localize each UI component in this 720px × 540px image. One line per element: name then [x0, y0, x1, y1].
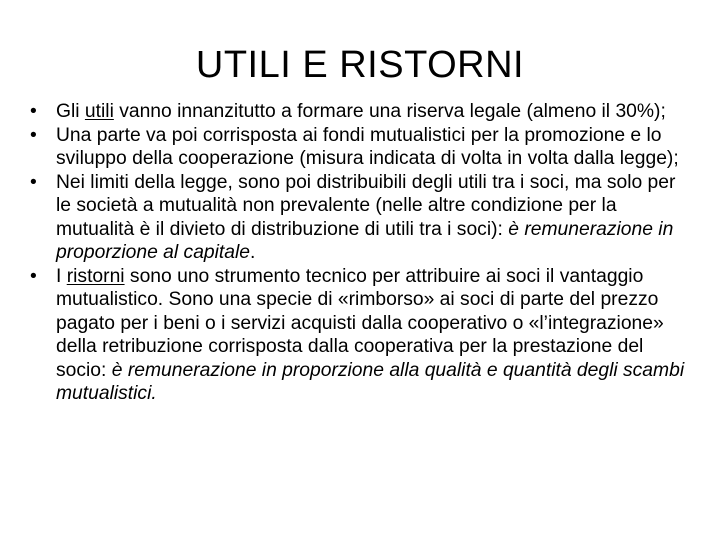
bullet-text: Gli	[56, 101, 85, 122]
bullet-item-utili	[30, 100, 695, 124]
underlined-term-utili: utili	[84, 101, 114, 122]
bullet-item-limiti	[30, 171, 695, 265]
bullet-icon: •	[30, 171, 37, 193]
italic-remark: è remunerazione in proporzione alla qualità e quantità degli scambi mutualistici.	[56, 359, 685, 404]
bullet-list	[30, 100, 695, 406]
bullet-text: Nei limiti della legge, sono poi distribuibili degli utili tra i soci, ma solo per le società a mutualità non prevalente (nelle altre condizione per la mutualità è il divieto di distribuzione di utili tra i soci):	[56, 171, 676, 240]
bullet-icon: •	[30, 265, 37, 287]
slide-title: UTILI E RISTORNI	[195, 44, 525, 86]
bullet-icon: •	[30, 101, 37, 122]
bullet-text: I	[56, 265, 67, 287]
bullet-item-ristorni	[30, 265, 695, 406]
bullet-text: Una parte va poi corrisposta ai fondi mutualistici per la promozione e lo sviluppo della cooperazione (misura indicata di volta in volta dalla legge);	[56, 124, 679, 169]
underlined-term-ristorni: ristorni	[66, 265, 125, 287]
bullet-icon: •	[30, 124, 37, 146]
bullet-text: vanno innanzitutto a formare una riserva legale (almeno il 30%);	[113, 101, 666, 122]
bullet-item-fondi	[30, 124, 695, 171]
bullet-text: sono uno strumento tecnico per attribuire ai soci il vantaggio mutualistico. Sono una specie di «rimborso» ai soci di parte del prezzo pagato per i beni o i servizi acquisti dalla cooperativo o «l’integrazione» della retribuzione corrisposta dalla cooperativa per la prestazione del socio:	[56, 265, 664, 381]
bullet-text: .	[250, 242, 256, 263]
italic-remark: è remunerazione in proporzione al capitale	[56, 218, 674, 263]
